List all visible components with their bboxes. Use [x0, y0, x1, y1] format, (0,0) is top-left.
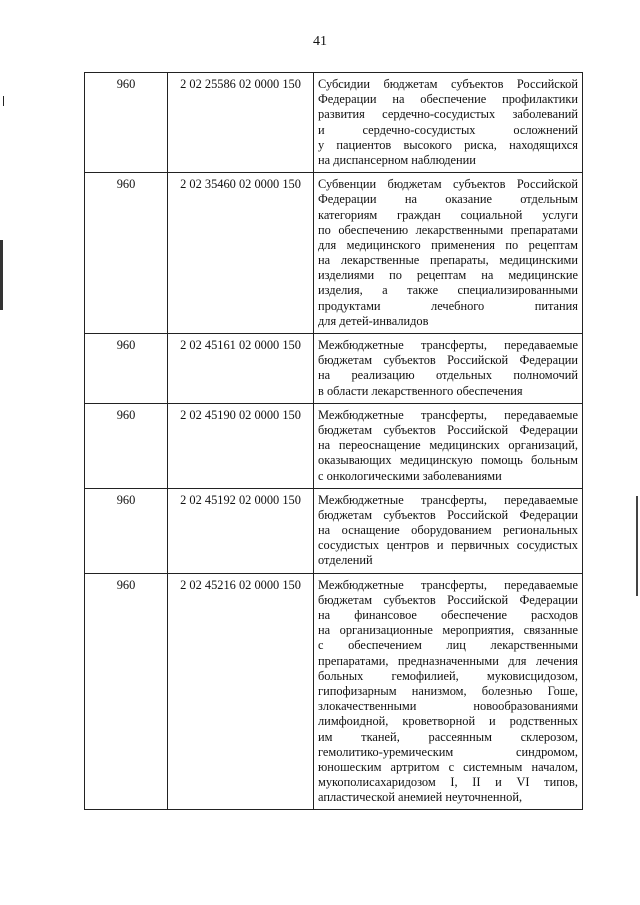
- name-text-line: гемолитико-уремическим синдромом,: [318, 744, 578, 759]
- budget-code-cell: 2 02 25586 02 0000 150: [168, 73, 314, 173]
- budget-code-cell: 2 02 45161 02 0000 150: [168, 334, 314, 404]
- name-text-line: больных гемофилией, муковисцидозом,: [318, 668, 578, 683]
- name-text-line: с обеспечением лиц лекарственными: [318, 638, 578, 653]
- name-text-line: по обеспечению лекарственными препаратами: [318, 222, 578, 237]
- right-edge-mark: [636, 496, 638, 596]
- name-text-line: Межбюджетные трансферты, передаваемые: [318, 407, 578, 422]
- name-text-line: бюджетам субъектов Российской Федерации: [318, 507, 578, 522]
- name-text-line: им тканей, рассеянным склерозом,: [318, 729, 578, 744]
- name-text-line: злокачественными новообразованиями: [318, 699, 578, 714]
- budget-code-cell: 2 02 45216 02 0000 150: [168, 573, 314, 810]
- name-text-line: в области лекарственного обеспечения: [318, 383, 523, 398]
- name-text-line: на оснащение оборудованием региональных: [318, 523, 578, 538]
- revenue-name-cell: [314, 73, 583, 173]
- name-text-line: изделия, а также специализированными: [318, 283, 578, 298]
- revenue-name-cell: [314, 573, 583, 810]
- table-row: [85, 173, 583, 334]
- name-text-line: для детей-инвалидов: [318, 313, 429, 328]
- table-row: [85, 403, 583, 488]
- name-text-line: бюджетам субъектов Российской Федерации: [318, 353, 578, 368]
- name-text-line: бюджетам субъектов Российской Федерации: [318, 592, 578, 607]
- budget-code-cell: 2 02 45190 02 0000 150: [168, 403, 314, 488]
- admin-code-cell: 960: [85, 334, 168, 404]
- name-text-line: у пациентов высокого риска, находящихся: [318, 137, 578, 152]
- name-text-line: лимфоидной, кроветворной и родственных: [318, 714, 578, 729]
- name-text-line: Субвенции бюджетам субъектов Российской: [318, 177, 578, 192]
- name-text-line: категориям граждан социальной услуги: [318, 207, 578, 222]
- name-text-line: Федерации на обеспечение профилактики: [318, 92, 578, 107]
- name-text-line: изделиями по рецептам на медицинские: [318, 268, 578, 283]
- name-text-line: гипофизарным нанизмом, болезнью Гоше,: [318, 683, 578, 698]
- name-text-line: продуктами лечебного питания: [318, 298, 578, 313]
- revenue-name-cell: [314, 173, 583, 334]
- name-text-line: на организационные мероприятия, связанные: [318, 623, 578, 638]
- table-row: [85, 488, 583, 573]
- name-text-line: Федерации на оказание отдельным: [318, 192, 578, 207]
- budget-code-cell: 2 02 45192 02 0000 150: [168, 488, 314, 573]
- revenue-name-cell: [314, 488, 583, 573]
- name-text-line: бюджетам субъектов Российской Федерации: [318, 422, 578, 437]
- name-text-line: юношеским артритом с системным началом,: [318, 759, 578, 774]
- name-text-line: с онкологическими заболеваниями: [318, 468, 502, 483]
- admin-code-cell: 960: [85, 488, 168, 573]
- left-edge-mark: [3, 96, 4, 106]
- name-text-line: Межбюджетные трансферты, передаваемые: [318, 338, 578, 352]
- table-row: [85, 73, 583, 173]
- name-text-line: Субсидии бюджетам субъектов Российской: [318, 77, 578, 91]
- name-text-line: на реализацию отдельных полномочий: [318, 368, 578, 383]
- name-text-line: препаратами, предназначенными для лечения: [318, 653, 578, 668]
- name-text-line: мукополисахаридозом I, II и VI типов,: [318, 775, 578, 790]
- name-text-line: для медицинского применения по рецептам: [318, 237, 578, 252]
- admin-code-cell: 960: [85, 173, 168, 334]
- page-number: 41: [313, 34, 327, 49]
- table-row: [85, 573, 583, 810]
- admin-code-cell: 960: [85, 403, 168, 488]
- name-text-line: на финансовое обеспечение расходов: [318, 608, 578, 622]
- name-text-line: Межбюджетные трансферты, передаваемые: [318, 577, 578, 592]
- budget-codes-table: [84, 72, 583, 810]
- name-text-line: Межбюджетные трансферты, передаваемые: [318, 492, 578, 507]
- revenue-name-cell: [314, 403, 583, 488]
- budget-code-cell: 2 02 35460 02 0000 150: [168, 173, 314, 334]
- name-text-line: сосудистых центров и первичных сосудистых: [318, 538, 578, 553]
- name-text-line: на лекарственные препараты, медицинскими: [318, 253, 578, 268]
- revenue-name-cell: [314, 334, 583, 404]
- left-edge-mark: [0, 240, 3, 310]
- name-text-line: на диспансерном наблюдении: [318, 152, 476, 167]
- name-text-line: отделений: [318, 553, 373, 568]
- name-text-line: на переоснащение медицинских организаций,: [318, 438, 578, 453]
- name-text-line: развития сердечно-сосудистых заболеваний: [318, 107, 578, 122]
- table-row: [85, 334, 583, 404]
- name-text-line: оказывающих медицинскую помощь больным: [318, 453, 578, 468]
- admin-code-cell: 960: [85, 73, 168, 173]
- name-text-line: апластической анемией неуточненной,: [318, 790, 523, 805]
- admin-code-cell: 960: [85, 573, 168, 810]
- name-text-line: и сердечно-сосудистых осложнений: [318, 122, 578, 137]
